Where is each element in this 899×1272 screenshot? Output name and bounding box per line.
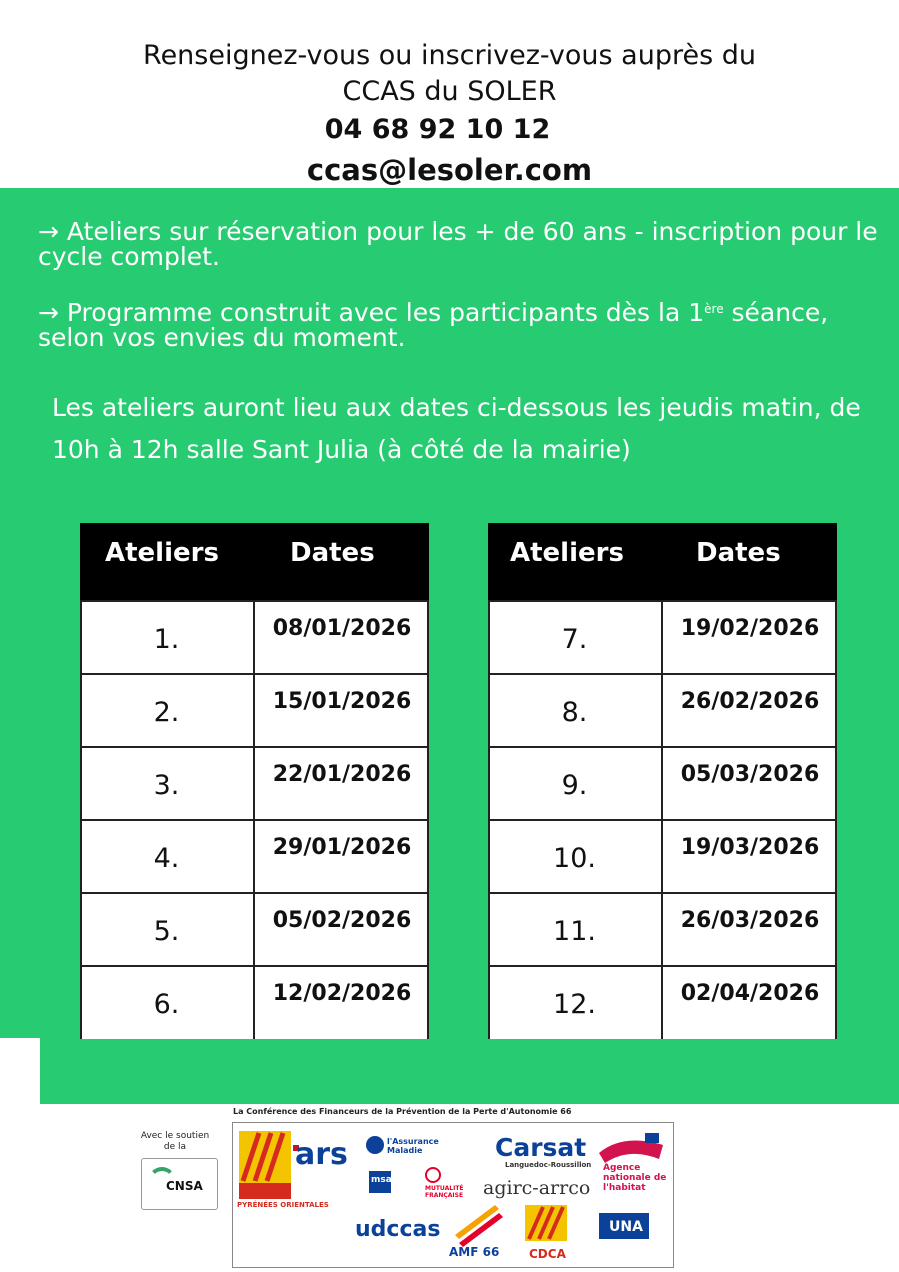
header-line-2: CCAS du SOLER	[342, 76, 557, 107]
udccas-label: udccas	[355, 1217, 441, 1242]
amf-label: AMF 66	[449, 1245, 500, 1259]
atelier-number: 4.	[153, 843, 180, 874]
assurance-maladie-logo-icon	[366, 1136, 384, 1154]
atelier-number: 5.	[153, 916, 180, 947]
atelier-number: 10.	[553, 843, 596, 874]
schedule-table-left	[80, 523, 429, 1039]
phone-number: 04 68 92 10 12	[324, 114, 551, 145]
table-border-right	[835, 600, 837, 1039]
atelier-number: 11.	[553, 916, 596, 947]
pyrenees-label: PYRÉNÉES ORIENTALES	[237, 1201, 329, 1209]
cdca-logo-icon	[525, 1205, 567, 1241]
green-footer-band	[40, 1038, 899, 1104]
atelier-number: 8.	[561, 697, 588, 728]
atelier-date: 26/03/2026	[680, 908, 820, 933]
atelier-date: 12/02/2026	[272, 981, 412, 1006]
agence-habitat-label: Agence nationale de l'habitat	[603, 1163, 667, 1193]
atelier-number: 12.	[553, 989, 596, 1020]
atelier-number: 7.	[561, 624, 588, 655]
una-label: UNA	[609, 1219, 643, 1235]
ars-label: ars	[295, 1137, 348, 1172]
info-paragraph-2-main: → Programme construit avec les participants dès la 1	[38, 298, 705, 327]
atelier-date: 29/01/2026	[272, 835, 412, 860]
header-line-1: Renseignez-vous ou inscrivez-vous auprès du	[143, 40, 756, 71]
agirc-arrco-label: agirc-arrco	[483, 1177, 591, 1199]
msa-label: msa	[371, 1175, 392, 1185]
atelier-date: 08/01/2026	[272, 616, 412, 641]
assurance-maladie-label: l'Assurance Maladie	[387, 1137, 439, 1155]
info-paragraph-1: → Ateliers sur réservation pour les + de 60 ans - inscription pour le cycle complet.	[38, 217, 878, 271]
header-ateliers: Ateliers	[105, 538, 219, 568]
header-dates: Dates	[290, 538, 375, 568]
pyrenees-logo-icon	[239, 1131, 291, 1199]
soutien-label: Avec le soutien de la	[140, 1131, 210, 1152]
atelier-date: 22/01/2026	[272, 762, 412, 787]
mutualite-label: MUTUALITÉ FRANÇAISE	[425, 1185, 464, 1199]
partner-logos	[232, 1122, 674, 1268]
conference-title: La Conférence des Financeurs de la Prévention de la Perte d'Autonomie 66	[233, 1107, 572, 1116]
atelier-number: 2.	[153, 697, 180, 728]
table-border-left	[80, 600, 82, 1039]
atelier-number: 3.	[153, 770, 180, 801]
atelier-number: 9.	[561, 770, 588, 801]
column-divider	[661, 600, 663, 1039]
table-border-left	[488, 600, 490, 1039]
table-header	[488, 523, 837, 600]
header-ateliers: Ateliers	[510, 538, 624, 568]
table-border-right	[427, 600, 429, 1039]
column-divider	[253, 600, 255, 1039]
mutualite-logo-icon	[426, 1168, 440, 1182]
atelier-number: 1.	[153, 624, 180, 655]
info-paragraph-3: Les ateliers auront lieu aux dates ci-dessous les jeudis matin, de 10h à 12h salle Sant Julia (à côté de la mairie)	[52, 393, 861, 464]
atelier-date: 15/01/2026	[272, 689, 412, 714]
amf-logo-icon	[455, 1205, 503, 1247]
carsat-label: Carsat	[495, 1133, 587, 1162]
carsat-sub-label: Languedoc-Roussillon	[505, 1161, 592, 1169]
atelier-date: 19/03/2026	[680, 835, 820, 860]
atelier-date: 05/03/2026	[680, 762, 820, 787]
atelier-date: 26/02/2026	[680, 689, 820, 714]
schedule-table-right	[488, 523, 837, 1039]
atelier-number: 6.	[153, 989, 180, 1020]
table-header	[80, 523, 429, 600]
contact-header	[0, 0, 899, 188]
cnsa-label: CNSA	[166, 1179, 203, 1193]
header-dates: Dates	[696, 538, 781, 568]
info-paragraph-2	[38, 300, 878, 350]
info-paragraph-2-end: séance, selon vos envies du moment.	[38, 298, 829, 352]
atelier-date: 02/04/2026	[680, 981, 820, 1006]
info-paragraph-2-sup: ère	[704, 302, 724, 316]
email-address: ccas@lesoler.com	[306, 153, 593, 187]
atelier-date: 19/02/2026	[680, 616, 820, 641]
agence-habitat-logo-icon	[599, 1133, 663, 1163]
cnsa-logo	[141, 1158, 218, 1210]
cdca-label: CDCA	[529, 1247, 566, 1261]
atelier-date: 05/02/2026	[272, 908, 412, 933]
